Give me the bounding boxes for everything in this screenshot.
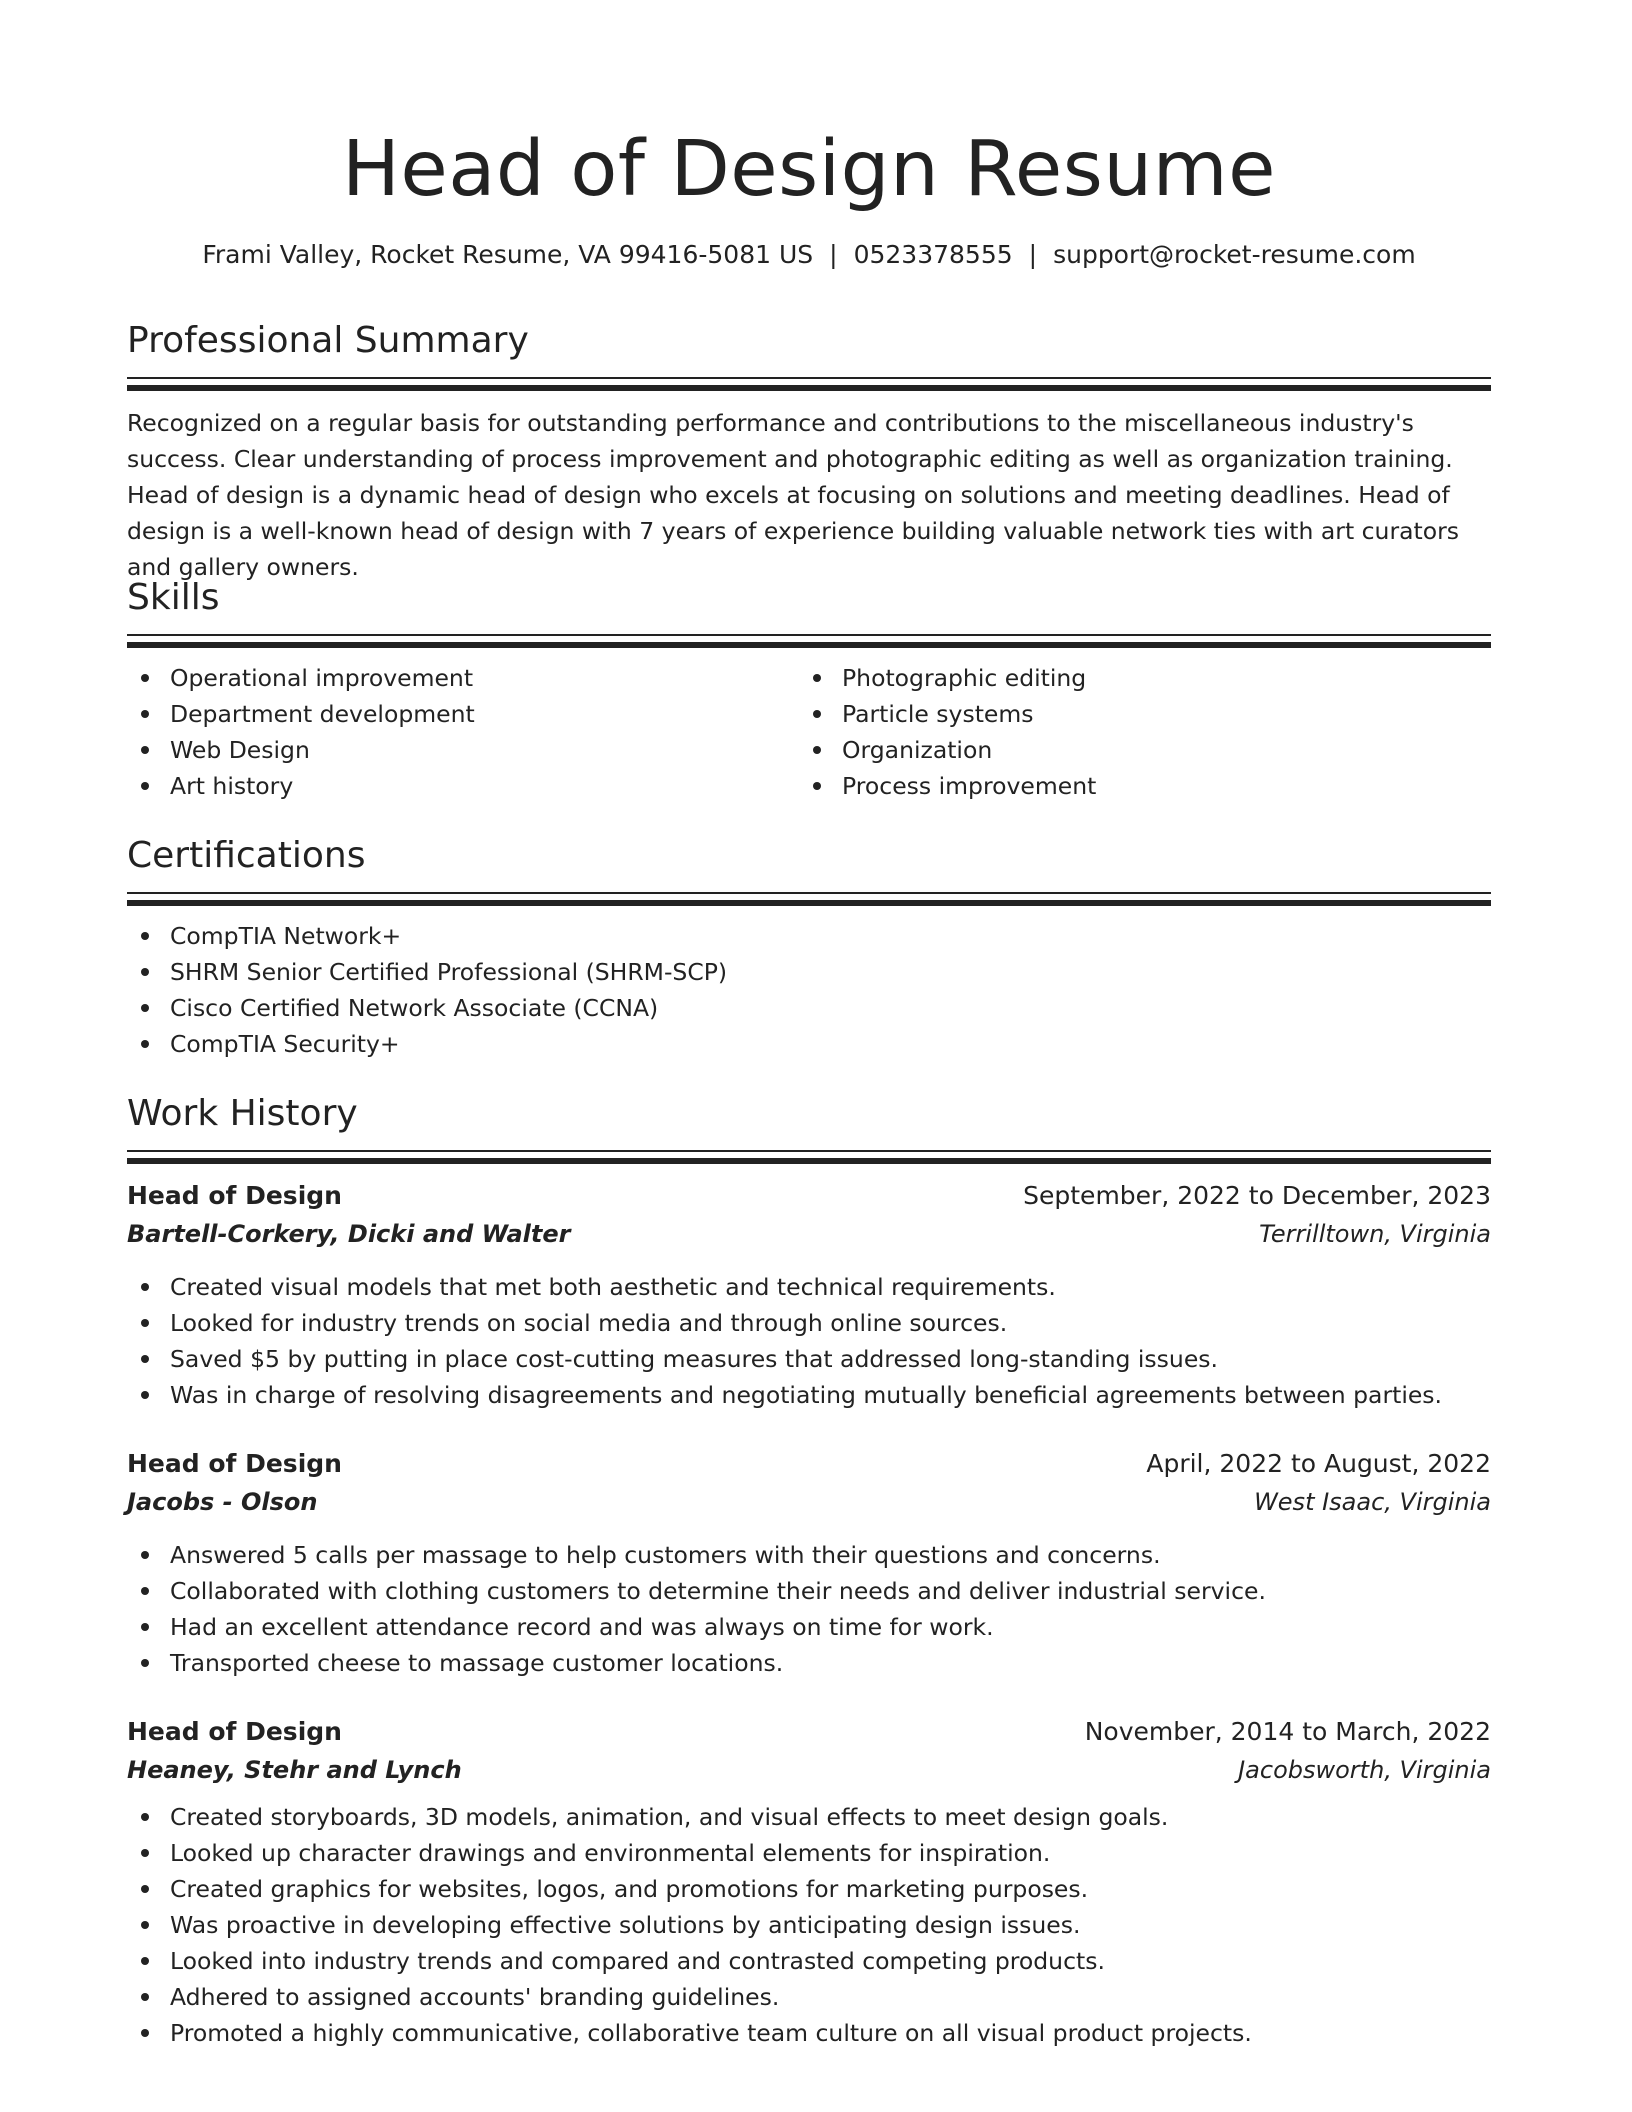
section-heading: Work History	[127, 1093, 358, 1134]
job-entry	[127, 1446, 1491, 1681]
section-heading: Professional Summary	[127, 320, 529, 361]
summary-text: Recognized on a regular basis for outstanding performance and contributions to the miscellaneous industry's success. Clear understanding of process improvement and photographic editing as well as organization training. Head of design is a dynamic head of design who excels at focusing on solutions and meeting deadlines. Head of design is a well-known head of design with 7 years of experience building valuable network ties with art curators and gallery owners.	[127, 409, 1460, 581]
job-bullet: Looked into industry trends and compared and contrasted competing products.	[127, 1943, 1491, 1979]
job-bullet: Had an excellent attendance record and was always on time for work.	[127, 1609, 1491, 1645]
company-name: Bartell-Corkery, Dicki and Walter	[127, 1220, 571, 1248]
certification-item: CompTIA Security+	[127, 1026, 1491, 1062]
separator: |	[1028, 240, 1038, 269]
job-bullet: Looked up character drawings and environmental elements for inspiration.	[127, 1835, 1491, 1871]
skill-item: Process improvement	[799, 768, 1471, 804]
job-entry	[127, 1714, 1491, 2051]
job-bullet: Answered 5 calls per massage to help customers with their questions and concerns.	[127, 1537, 1491, 1573]
skills-column-right	[799, 660, 1471, 804]
certifications-list	[127, 918, 1491, 1062]
certification-item: SHRM Senior Certified Professional (SHRM-SCP)	[127, 954, 1491, 990]
job-bullet: Promoted a highly communicative, collaborative team culture on all visual product projects.	[127, 2015, 1491, 2051]
job-bullet: Saved $5 by putting in place cost-cutting measures that addressed long-standing issues.	[127, 1341, 1491, 1377]
skills-column-left	[127, 660, 799, 804]
section-heading: Certifications	[127, 835, 366, 876]
job-dates: September, 2022 to December, 2023	[1023, 1181, 1491, 1210]
separator: |	[829, 240, 838, 269]
work-history-section	[127, 1090, 1491, 1164]
address: Frami Valley, Rocket Resume, VA 99416-5081 US	[202, 240, 814, 269]
job-bullets	[127, 1269, 1491, 1413]
job-title: Head of Design	[127, 1717, 342, 1746]
section-divider	[127, 377, 1491, 391]
skill-item: Department development	[127, 696, 799, 732]
certifications-section	[127, 832, 1491, 1062]
job-bullet: Adhered to assigned accounts' branding guidelines.	[127, 1979, 1491, 2015]
summary-section	[127, 317, 1491, 585]
job-location: Terrilltown, Virginia	[1259, 1220, 1491, 1248]
job-location: Jacobsworth, Virginia	[1238, 1756, 1491, 1784]
section-divider	[127, 634, 1491, 648]
job-bullet: Created graphics for websites, logos, and promotions for marketing purposes.	[127, 1871, 1491, 1907]
skills-grid	[127, 648, 1491, 804]
certification-item: CompTIA Network+	[127, 918, 1491, 954]
job-bullet: Created storyboards, 3D models, animation, and visual effects to meet design goals.	[127, 1799, 1491, 1835]
section-divider	[127, 1150, 1491, 1164]
phone: 0523378555	[853, 240, 1013, 269]
job-bullet: Created visual models that met both aesthetic and technical requirements.	[127, 1269, 1491, 1305]
company-name: Heaney, Stehr and Lynch	[127, 1756, 462, 1784]
certification-item: Cisco Certified Network Associate (CCNA)	[127, 990, 1491, 1026]
skills-section	[127, 574, 1491, 804]
section-heading: Skills	[127, 577, 220, 618]
job-title: Head of Design	[127, 1449, 342, 1478]
job-bullet: Collaborated with clothing customers to determine their needs and deliver industrial service.	[127, 1573, 1491, 1609]
skill-item: Particle systems	[799, 696, 1471, 732]
job-dates: April, 2022 to August, 2022	[1146, 1449, 1491, 1478]
job-bullet: Was proactive in developing effective solutions by anticipating design issues.	[127, 1907, 1491, 1943]
job-bullets	[127, 1537, 1491, 1681]
job-location: West Isaac, Virginia	[1254, 1488, 1491, 1516]
job-bullet: Looked for industry trends on social media and through online sources.	[127, 1305, 1491, 1341]
job-bullets	[127, 1799, 1491, 2051]
job-bullet: Transported cheese to massage customer locations.	[127, 1645, 1491, 1681]
job-bullet: Was in charge of resolving disagreements and negotiating mutually beneficial agreements between parties.	[127, 1377, 1491, 1413]
contact-line	[127, 238, 1491, 272]
job-dates: November, 2014 to March, 2022	[1084, 1717, 1491, 1746]
skill-item: Web Design	[127, 732, 799, 768]
skill-item: Operational improvement	[127, 660, 799, 696]
job-entry	[127, 1178, 1491, 1413]
skill-item: Organization	[799, 732, 1471, 768]
section-divider	[127, 892, 1491, 906]
job-title: Head of Design	[127, 1181, 342, 1210]
skill-item: Photographic editing	[799, 660, 1471, 696]
company-name: Jacobs - Olson	[127, 1488, 318, 1516]
email: support@rocket-resume.com	[1053, 240, 1416, 269]
skill-item: Art history	[127, 768, 799, 804]
resume-title: Head of Design Resume	[341, 125, 1277, 214]
